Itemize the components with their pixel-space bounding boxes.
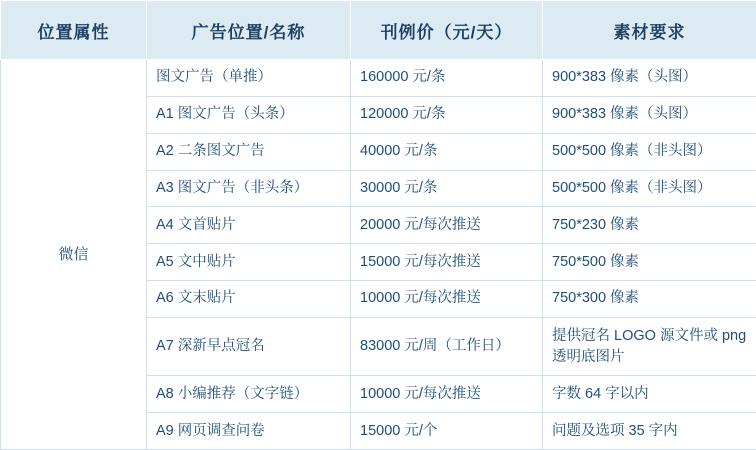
cell-price: 120000 元/条 <box>351 96 543 133</box>
cell-price: 15000 元/个 <box>351 413 543 450</box>
cell-material: 900*383 像素（头图） <box>543 60 756 97</box>
cell-position: A8 小编推荐（文字链） <box>147 376 351 413</box>
cell-position: A3 图文广告（非头条） <box>147 170 351 207</box>
cell-material: 750*300 像素 <box>543 281 756 318</box>
cell-material: 750*500 像素 <box>543 244 756 281</box>
cell-material: 900*383 像素（头图） <box>543 96 756 133</box>
cell-price: 30000 元/条 <box>351 170 543 207</box>
cell-position: A4 文首贴片 <box>147 207 351 244</box>
cell-position: A1 图文广告（头条） <box>147 96 351 133</box>
cell-material: 750*230 像素 <box>543 207 756 244</box>
cell-material: 字数 64 字以内 <box>543 376 756 413</box>
cell-position: A6 文末贴片 <box>147 281 351 318</box>
cell-price: 40000 元/条 <box>351 133 543 170</box>
cell-price: 160000 元/条 <box>351 60 543 97</box>
table-row <box>1 60 756 97</box>
table-header-row <box>1 1 756 60</box>
cell-price: 15000 元/每次推送 <box>351 244 543 281</box>
cell-material: 问题及选项 35 字内 <box>543 413 756 450</box>
cell-material: 500*500 像素（非头图） <box>543 133 756 170</box>
cell-price: 10000 元/每次推送 <box>351 376 543 413</box>
column-header-material: 素材要求 <box>543 1 756 60</box>
cell-material: 500*500 像素（非头图） <box>543 170 756 207</box>
cell-position: A2 二条图文广告 <box>147 133 351 170</box>
column-header-price: 刊例价（元/天） <box>351 1 543 60</box>
table-header <box>1 1 756 60</box>
cell-price: 10000 元/每次推送 <box>351 281 543 318</box>
column-header-attribute: 位置属性 <box>1 1 147 60</box>
cell-position: A9 网页调查问卷 <box>147 413 351 450</box>
cell-material: 提供冠名 LOGO 源文件或 png 透明底图片 <box>543 317 756 375</box>
column-header-position: 广告位置/名称 <box>147 1 351 60</box>
cell-attribute-wechat: 微信 <box>1 60 147 450</box>
cell-price: 83000 元/周（工作日） <box>351 317 543 375</box>
cell-price: 20000 元/每次推送 <box>351 207 543 244</box>
cell-position: A5 文中贴片 <box>147 244 351 281</box>
cell-position: 图文广告（单推） <box>147 60 351 97</box>
table-body <box>1 60 756 450</box>
cell-position: A7 深新早点冠名 <box>147 317 351 375</box>
